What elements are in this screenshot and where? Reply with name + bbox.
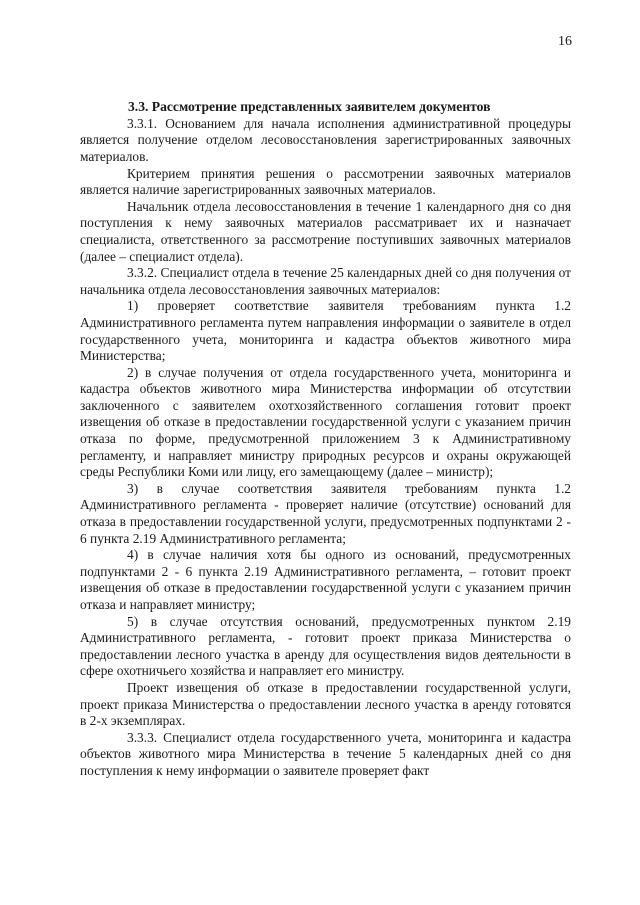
paragraph-decision-criterion: Критерием принятия решения о рассмотрении заявочных материалов является наличие зарегистрированных заявочных материалов. — [80, 165, 571, 198]
paragraph-department-head: Начальник отдела лесовосстановления в течение 1 календарного дня со дня поступления к нему заявочных материалов рассматривает их и назначает специалиста, ответственного за рассмотрение поступивших заявочных материалов (далее – специалист отдела). — [80, 198, 571, 264]
list-item-1: 1) проверяет соответствие заявителя требованиям пункта 1.2 Административного регламента путем направления информации о заявителе в отдел государственного учета, мониторинга и кадастра объектов животного мира Министерства; — [80, 298, 571, 364]
document-body — [80, 99, 571, 780]
paragraph-3-3-2: 3.3.2. Специалист отдела в течение 25 календарных дней со дня получения от начальника отдела лесовосстановления заявочных материалов: — [80, 265, 571, 297]
paragraph-3-3-3: 3.3.3. Специалист отдела государственного учета, мониторинга и кадастра объектов животного мира Министерства в течение 5 календарных дней со дня поступления к нему информации о заявителе проверяет факт — [80, 729, 571, 778]
list-item-4: 4) в случае наличия хотя бы одного из оснований, предусмотренных подпунктами 2 - 6 пункта 2.19 Административного регламента, – готовит проект извещения об отказе в предоставлении государственной услуги с указанием причин отказа и направляет министру; — [80, 547, 571, 613]
list-item-2: 2) в случае получения от отдела государственного учета, мониторинга и кадастра объектов животного мира Министерства информации об отсутствии заключенного с заявителем охотхозяйственного соглашения готовит проект извещения об отказе в предоставлении государственной услуги с указанием причин отказа по форме, предусмотренной приложением 3 к Административному регламенту, и направляет министру природных ресурсов и охраны окружающей среды Республики Коми или лицу, его замещающему (далее – министр); — [80, 364, 571, 480]
paragraph-3-3-1: 3.3.1. Основанием для начала исполнения административной процедуры является получение отделом лесовосстановления зарегистрированных заявочных материалов. — [80, 115, 571, 164]
list-item-3: 3) в случае соответствия заявителя требованиям пункта 1.2 Административного регламента - проверяет наличие (отсутствие) оснований для отказа в предоставлении государственной услуги, предусмотренных подпунктами 2 - 6 пункта 2.19 Административного регламента; — [80, 480, 571, 546]
paragraph-copies: Проект извещения об отказе в предоставлении государственной услуги, проект приказа Министерства о предоставлении лесного участка в аренду готовятся в 2-х экземплярах. — [80, 679, 571, 729]
page-number: 16 — [558, 34, 572, 49]
section-title: 3.3. Рассмотрение представленных заявителем документов — [128, 99, 491, 114]
list-item-5: 5) в случае отсутствия оснований, предусмотренных пунктом 2.19 Административного регламента, - готовит проект приказа Министерства о предоставлении лесного участка в аренду для осуществления видов деятельности в сфере охотничьего хозяйства и направляет его министру. — [80, 613, 571, 679]
